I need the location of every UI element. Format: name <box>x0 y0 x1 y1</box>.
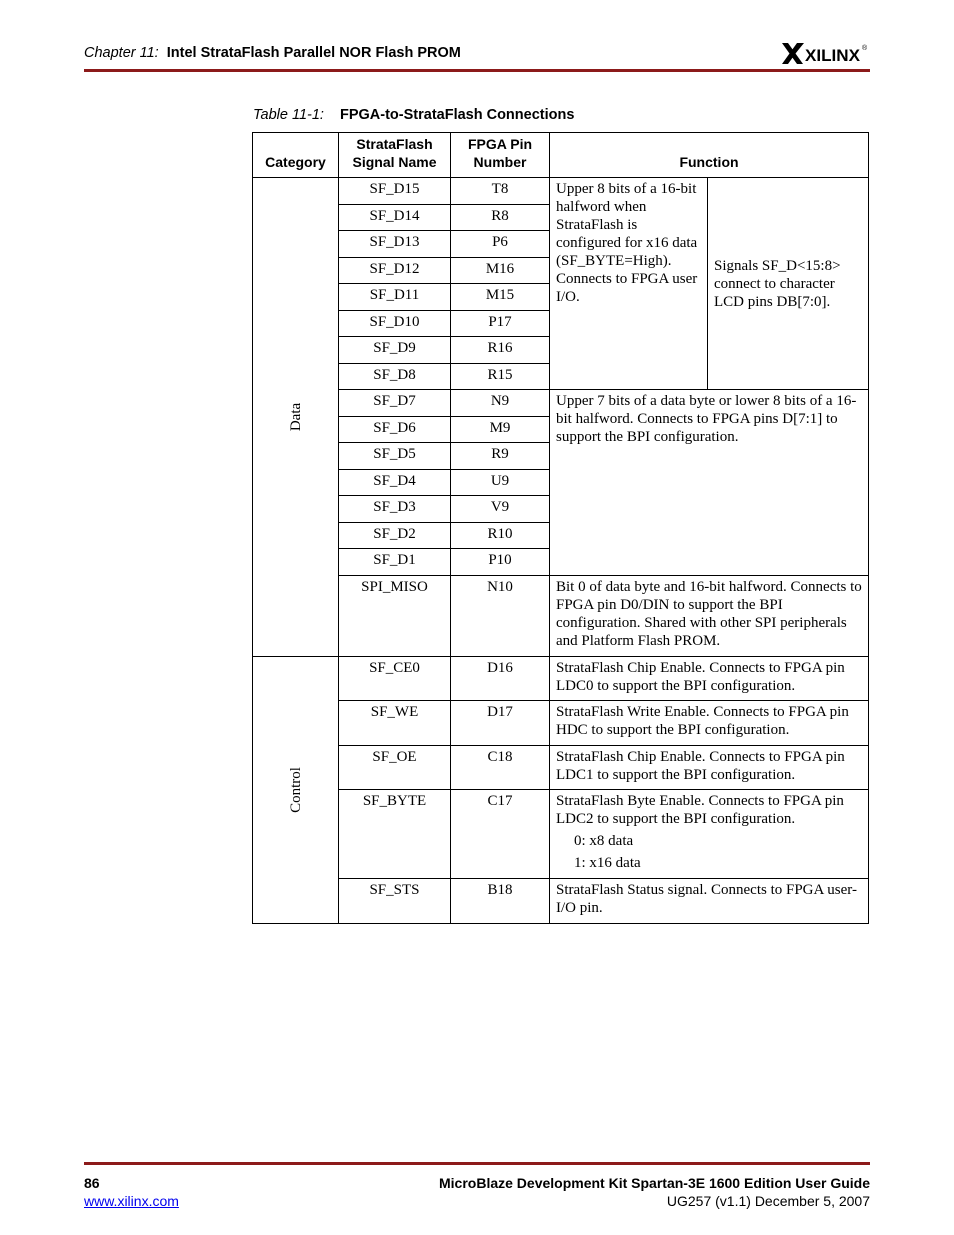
table-row <box>253 575 869 656</box>
header-rule <box>84 69 870 72</box>
connections-table <box>252 132 869 924</box>
pin-number: U9 <box>451 469 550 496</box>
table-row <box>253 879 869 924</box>
function-sf-oe: StrataFlash Chip Enable. Connects to FPGA pin LDC1 to support the BPI configuration. <box>550 745 869 790</box>
table-row <box>253 656 869 701</box>
category-cell-control <box>253 656 339 923</box>
header-category-text: Category <box>265 154 326 170</box>
signal-name: SF_D10 <box>339 310 451 337</box>
header-signal-name <box>339 133 451 178</box>
page-number: 86 <box>84 1175 100 1191</box>
header-pin-number <box>451 133 550 178</box>
pin-number: R8 <box>451 204 550 231</box>
function-upper-byte: Upper 8 bits of a 16-bit halfword when StrataFlash is configured for x16 data (SF_BYTE=High). Connects to FPGA user I/O. <box>550 178 708 390</box>
signal-name: SF_D6 <box>339 416 451 443</box>
signal-name: SF_D14 <box>339 204 451 231</box>
pin-number: R15 <box>451 363 550 390</box>
pin-number: R9 <box>451 443 550 470</box>
signal-name: SF_D13 <box>339 231 451 258</box>
signal-name: SF_WE <box>339 701 451 746</box>
header-signal-line2: Signal Name <box>352 154 437 170</box>
pin-number: M15 <box>451 284 550 311</box>
function-upper-byte-lcd: Signals SF_D<15:8> connect to character LCD pins DB[7:0]. <box>708 178 869 390</box>
pin-number: P6 <box>451 231 550 258</box>
header-function-text: Function <box>679 154 739 170</box>
pin-number: M9 <box>451 416 550 443</box>
signal-name: SF_D3 <box>339 496 451 523</box>
function-sf-ce0: StrataFlash Chip Enable. Connects to FPGA pin LDC0 to support the BPI configuration. <box>550 656 869 701</box>
signal-name: SF_D5 <box>339 443 451 470</box>
chapter-label: Chapter 11: <box>84 45 159 61</box>
header-pin-line2: Number <box>473 154 527 170</box>
function-sf-we: StrataFlash Write Enable. Connects to FPGA pin HDC to support the BPI configuration. <box>550 701 869 746</box>
chapter-title: Intel StrataFlash Parallel NOR Flash PROM <box>166 45 461 61</box>
pin-number: D17 <box>451 701 550 746</box>
category-control: Control <box>287 766 304 813</box>
xilinx-logo <box>780 40 870 68</box>
signal-name: SPI_MISO <box>339 575 451 656</box>
header-signal-line1: StrataFlash <box>356 136 433 152</box>
pin-number: C18 <box>451 745 550 790</box>
pin-number: N10 <box>451 575 550 656</box>
table-row <box>253 390 869 417</box>
table-header-row <box>253 133 869 178</box>
signal-name: SF_D12 <box>339 257 451 284</box>
page-header <box>84 40 870 72</box>
pin-number: M16 <box>451 257 550 284</box>
signal-name: SF_STS <box>339 879 451 924</box>
pin-number: C17 <box>451 790 550 879</box>
pin-number: R16 <box>451 337 550 364</box>
table-row <box>253 745 869 790</box>
signal-name: SF_D4 <box>339 469 451 496</box>
header-category <box>253 133 339 178</box>
signal-name: SF_D8 <box>339 363 451 390</box>
signal-name: SF_D11 <box>339 284 451 311</box>
sf-byte-option-x16: 1: x16 data <box>574 855 641 871</box>
registered-mark: ® <box>862 45 868 52</box>
table-caption-title: FPGA-to-StrataFlash Connections <box>339 107 575 123</box>
pin-number: B18 <box>451 879 550 924</box>
pin-number: V9 <box>451 496 550 523</box>
document-id: UG257 (v1.1) December 5, 2007 <box>666 1193 870 1209</box>
signal-name: SF_CE0 <box>339 656 451 701</box>
table-caption <box>253 107 574 123</box>
signal-name: SF_D7 <box>339 390 451 417</box>
function-sf-byte <box>550 790 869 879</box>
website-link[interactable]: www.xilinx.com <box>84 1193 179 1209</box>
table-row <box>253 178 869 205</box>
pin-number: P17 <box>451 310 550 337</box>
document-title: MicroBlaze Development Kit Spartan-3E 1600 Edition User Guide <box>439 1175 870 1191</box>
pin-number: N9 <box>451 390 550 417</box>
sf-byte-option-x8: 0: x8 data <box>574 833 634 849</box>
function-sf-byte-text: StrataFlash Byte Enable. Connects to FPGA pin LDC2 to support the BPI configuration. <box>556 793 844 827</box>
signal-name: SF_OE <box>339 745 451 790</box>
category-cell-data <box>253 178 339 657</box>
pin-number: T8 <box>451 178 550 205</box>
signal-name: SF_D9 <box>339 337 451 364</box>
xilinx-logo-text: XILINX <box>805 46 861 65</box>
pin-number: P10 <box>451 549 550 576</box>
signal-name: SF_D2 <box>339 522 451 549</box>
pin-number: R10 <box>451 522 550 549</box>
table-caption-label: Table 11-1: <box>253 107 324 123</box>
xilinx-logo-mark <box>782 43 804 64</box>
function-lower-byte: Upper 7 bits of a data byte or lower 8 bits of a 16-bit halfword. Connects to FPGA pins D[7:1] to support the BPI configuration. <box>550 390 869 576</box>
header-function <box>550 133 869 178</box>
signal-name: SF_D1 <box>339 549 451 576</box>
pin-number: D16 <box>451 656 550 701</box>
signal-name: SF_BYTE <box>339 790 451 879</box>
chapter-heading <box>84 45 461 61</box>
signal-name: SF_D15 <box>339 178 451 205</box>
table-row <box>253 790 869 879</box>
header-pin-line1: FPGA Pin <box>467 136 533 152</box>
category-data: Data <box>287 402 304 431</box>
table-row <box>253 701 869 746</box>
function-sf-sts: StrataFlash Status signal. Connects to FPGA user-I/O pin. <box>550 879 869 924</box>
footer-rule <box>84 1162 870 1165</box>
function-spi-miso: Bit 0 of data byte and 16-bit halfword. Connects to FPGA pin D0/DIN to support the BPI configuration. Shared with other SPI peripherals and Platform Flash PROM. <box>550 575 869 656</box>
